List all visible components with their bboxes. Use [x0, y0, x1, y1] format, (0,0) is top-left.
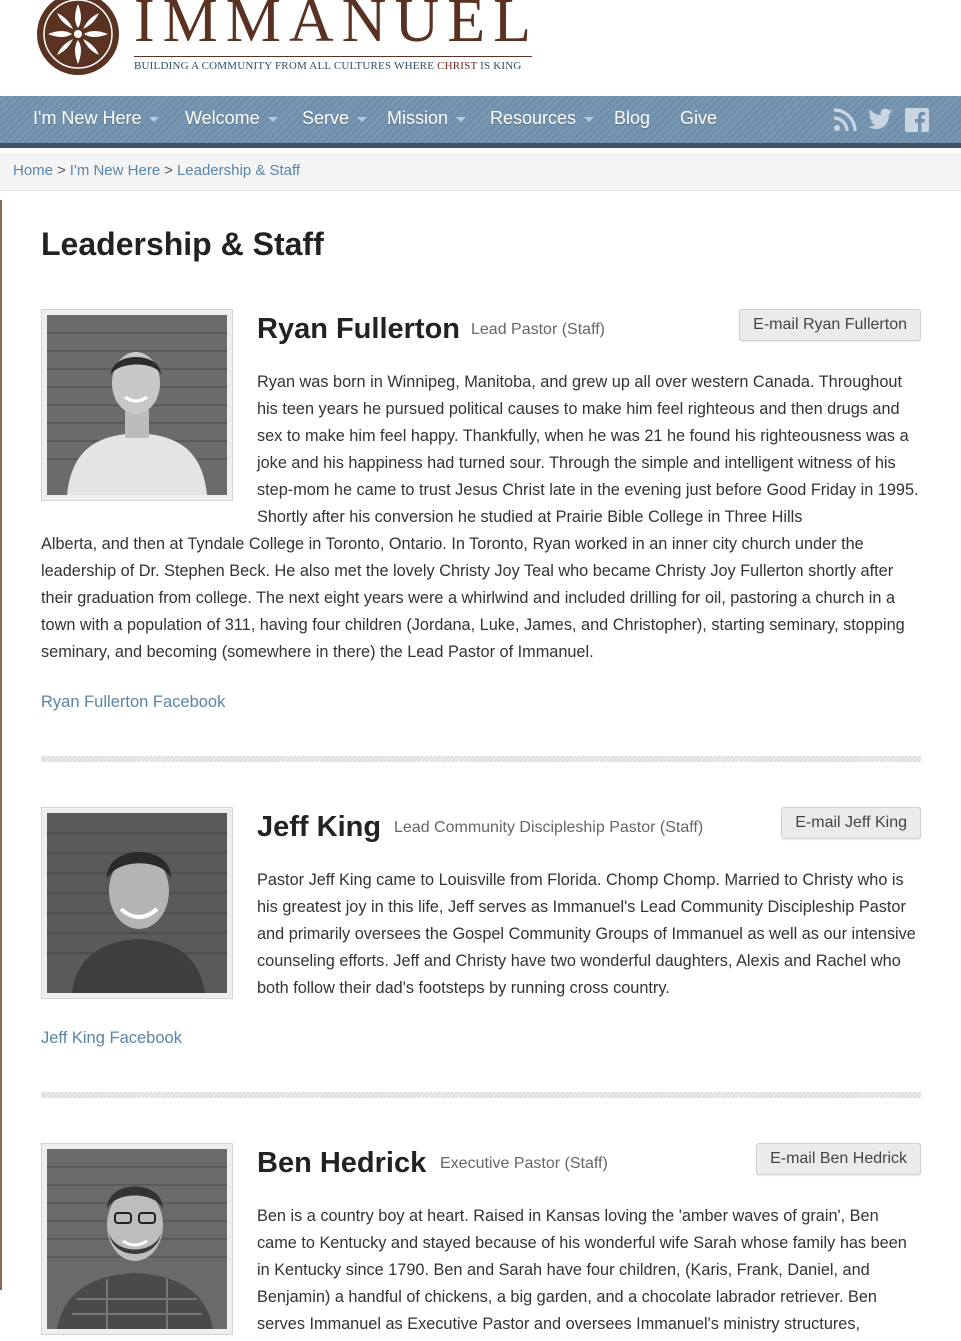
logo-rule	[134, 56, 532, 57]
nav-item-serve[interactable]: Serve	[302, 108, 367, 129]
staff-photo	[41, 1143, 233, 1335]
staff-name: Ben Hedrick	[257, 1147, 427, 1179]
chevron-down-icon	[584, 117, 594, 122]
site-name[interactable]: IMMANUEL	[134, 0, 539, 55]
staff-role: Executive Pastor (Staff)	[440, 1155, 608, 1172]
section-divider	[41, 1092, 921, 1098]
staff-bio-continued: Alberta, and then at Tyndale College in Toronto, Ontario. In Toronto, Ryan worked in an inner city church under the leadership of Dr. Stephen Beck. He also met the lovely Christy Joy Teal who became Christy Joy Fullerton shortly after their graduation from college. The next eight years were a whirlwind and included drilling for oil, pastoring a church in a town with a population of 311, having four children (Jordana, Luke, James, and Christopher), starting seminary, stopping seminary, and becoming (somewhere in there) the Lead Pastor of Immanuel.	[41, 535, 905, 661]
staff-name: Ryan Fullerton	[257, 313, 461, 345]
staff-photo	[41, 807, 233, 999]
staff-photo	[41, 309, 233, 501]
nav-item-give[interactable]: Give	[680, 108, 718, 128]
nav-item-mission[interactable]: Mission	[387, 108, 466, 129]
immanuel-logo-icon[interactable]	[36, 0, 120, 76]
chevron-down-icon	[268, 117, 278, 122]
jeff-king-facebook-link[interactable]: Jeff King Facebook	[41, 1029, 182, 1047]
nav-item-welcome[interactable]: Welcome	[185, 108, 278, 129]
page-title: Leadership & Staff	[41, 226, 324, 262]
breadcrumb	[0, 153, 961, 191]
ryan-fullerton-photo	[47, 315, 227, 495]
chevron-down-icon	[357, 117, 367, 122]
ben-hedrick-photo	[47, 1149, 227, 1329]
jeff-king-photo	[47, 813, 227, 993]
section-divider	[41, 756, 921, 762]
page-left-border	[0, 200, 2, 1290]
staff-role: Lead Pastor (Staff)	[471, 321, 605, 338]
breadcrumb-leadership-staff[interactable]: Leadership & Staff	[176, 162, 301, 179]
chevron-down-icon	[456, 117, 466, 122]
site-header	[0, 0, 961, 96]
email-jeff-king-button[interactable]: E-mail Jeff King	[781, 807, 921, 839]
staff-bio: Ben is a country boy at heart. Raised in Kansas loving the 'amber waves of grain', Ben came to Kentucky and stayed because of his wonderful wife Sarah whose family has been in Kentucky since 1790. Ben and Sarah have four children, (Karis, Frank, Daniel, and Benjamin) a handful of chickens, a big garden, and a chocolate labrador retriever. Ben serves Immanuel as Executive Pastor and oversees Immanuel's ministry structures,	[257, 1207, 907, 1333]
nav-item-blog[interactable]: Blog	[614, 108, 651, 128]
email-ben-hedrick-button[interactable]: E-mail Ben Hedrick	[756, 1143, 921, 1175]
breadcrumb-im-new-here[interactable]: I'm New Here	[69, 162, 161, 179]
ryan-fullerton-facebook-link[interactable]: Ryan Fullerton Facebook	[41, 693, 226, 711]
breadcrumb-separator: >	[164, 162, 173, 179]
staff-name: Jeff King	[257, 811, 382, 843]
facebook-icon[interactable]	[905, 108, 929, 132]
breadcrumb-home[interactable]: Home	[13, 162, 54, 179]
nav-item-im-new-here[interactable]: I'm New Here	[33, 108, 159, 129]
site-tagline: BUILDING A COMMUNITY FROM ALL CULTURES WHERE CHRIST IS KING	[134, 60, 522, 72]
main-nav	[0, 96, 961, 148]
staff-card-ryan-fullerton	[41, 309, 921, 729]
twitter-icon[interactable]	[868, 108, 894, 130]
breadcrumb-separator: >	[57, 162, 66, 179]
staff-bio: Ryan was born in Winnipeg, Manitoba, and grew up all over western Canada. Throughout his teen years he pursued political causes to make him feel righteous and then drugs and sex to make him feel happy. Thankfully, when he was 21 he found his righteousness was a joke and his happiness had turned sour. Through the simple and intelligent witness of his step-mom he came to trust Jesus Christ late in the evening just before Good Friday in 1995. Shortly after his conversion he studied at Prairie Bible College in Three Hills	[257, 373, 919, 526]
chevron-down-icon	[149, 117, 159, 122]
staff-bio: Pastor Jeff King came to Louisville from Florida. Chomp Chomp. Married to Christy who is his greatest joy in this life, Jeff serves as Immanuel's Lead Community Discipleship Pastor and primarily oversees the Gospel Community Groups of Immanuel as well as our intensive counseling efforts. Jeff and Christy have two wonderful daughters, Alexis and Rachel who both follow their dad's footsteps by running cross country.	[257, 871, 916, 997]
staff-card-ben-hedrick	[41, 1143, 921, 1341]
nav-item-resources[interactable]: Resources	[490, 108, 594, 129]
rss-icon[interactable]	[833, 108, 857, 132]
staff-role: Lead Community Discipleship Pastor (Staff)	[394, 819, 704, 836]
staff-card-jeff-king	[41, 807, 921, 1057]
email-ryan-fullerton-button[interactable]: E-mail Ryan Fullerton	[739, 309, 921, 341]
